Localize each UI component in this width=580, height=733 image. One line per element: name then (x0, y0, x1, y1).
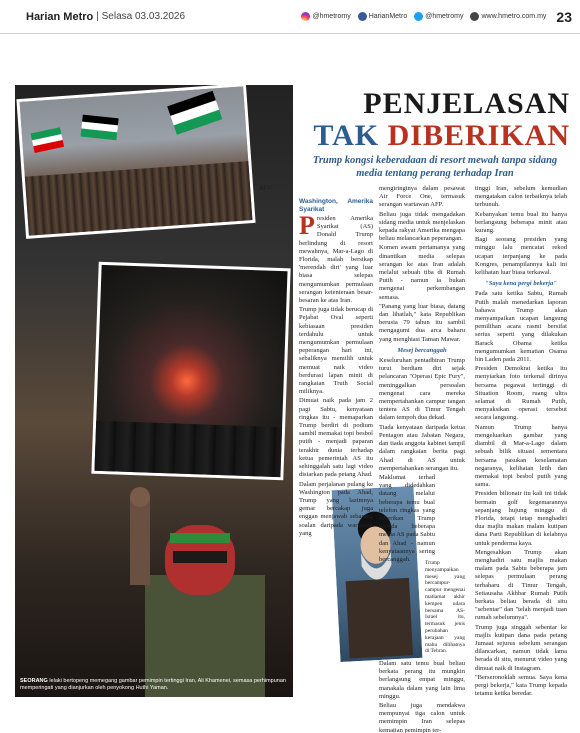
paragraph: Dalam perjalanan pulang ke Washington pada Ahad, Trump yang lazimnya gemar bercakap juga enggan menjawab sebarang soalan daripada wartawan yang (299, 480, 373, 537)
headline-deck: Trump kongsi keberadaan di resort mewah tanpa sidang media tentang perang terhadap Iran (312, 155, 558, 179)
caption-lead: SEORANG (20, 678, 48, 684)
headline-line2 (300, 120, 570, 152)
paragraph: Dimuat naik pada jam 2 pagi Sabtu, kenyataan ringkas itu - memaparkan Trump berdiri di podium sambil memakai topi besbol putih - menjadi paparan terakhir dunia terhadap ketua pemerintah AS itu sehinggalah satu lagi video disiarkan pada petang Ahad. (299, 397, 373, 479)
page-header (0, 0, 580, 34)
dropcap: P (299, 211, 315, 240)
flag-graphic (81, 115, 119, 141)
article-column-1 (299, 198, 373, 539)
paragraph: Presiden Amerika Syarikat (AS) Donald Trump berlindung di resort mewahnya, Mar-a-Lago di Florida, malah bersikap 'merendah diri' yang luar biasa selepas mengumumkan permulaan serangan ketenteraan besar-besaran ke atas Iran. (299, 211, 373, 305)
paragraph: Pada satu ketika Sabtu, Rumah Putih malah menedarkan laporan bahawa Trump akan menyampaikan ucapan langsung pemilihan acara rasmi bersifat serius seperti yang dilakukan Barack Obama ketika mengumumkan kematian Osama bin Laden pada 2011. (475, 290, 567, 364)
paragraph: Komen awam pertamanya yang dinantikan media selepas serangan ke atas Iran adalah melalui sebuah tiba di Rumah Putih - namun ia bukan mengenai perkembangan semasa. (379, 244, 465, 301)
article-column-2-continued (425, 560, 465, 656)
subheading: "Saya kena pergi bekerja" (485, 280, 557, 288)
paragraph: Bagi seorang presiden yang minggu lalu mencatat rekod ucapan terpanjang ke pada Kongres, penampilannya kali ini kelihatan luar biasa terkawal. (475, 236, 567, 277)
paragraph: Namun Trump hanya mengeluarkan gambar yang diambil di Mar-a-Lago dalam sebuah bilik situasi sementara bersama pasukan keselamatan negaranya, kelihatan letih dan memakai topi besbol putih yang sama. (475, 423, 567, 489)
paragraph: Beliau juga tidak mengadakan sidang media untuk menjelaskan kepada rakyat Amerika mengapa beliau melancarkan peperangan. (379, 210, 465, 243)
masked-man-figure (125, 485, 275, 697)
page-number: 23 (556, 8, 572, 25)
social-facebook[interactable]: HarianMetro (358, 12, 408, 21)
issue-date: | Selasa 03.03.2026 (96, 11, 186, 22)
paragraph: Tiada kenyataan daripada ketua Pentagon atau Jabatan Negara, dan tiada anggota kabinet tampil dalam rangkaian berita pagi Ahad di AS untuk mempertahankan serangan itu. (379, 423, 465, 472)
social-website[interactable]: www.hmetro.com.my (470, 12, 546, 21)
headline-word-diberikan: DIBERIKAN (387, 119, 570, 152)
paragraph: Trump juga tidak berucap di Pejabat Oval seperti kebiasaan presiden terdahulu untuk mengumumkan permulaan peperangan hari ini, sebaliknya memilih untuk memuat naik video berdurasi lapan minit di rangkaian Truth Social miliknya. (299, 306, 373, 396)
headline-line1: PENJELASAN (363, 87, 570, 120)
headline-word-tak: TAK (313, 119, 380, 152)
paragraph: Presiden bilionair itu kali ini tidak bermain golf kegemarannya sepanjang hujung minggu di Florida, tetapi tetap menghadiri dua majlis makan malam kutipan dana Parti Republikan di kelabnya untuk penderma kaya. (475, 490, 567, 547)
facebook-icon (358, 12, 367, 21)
caption-text: lelaki bertopeng memegang gambar pemimpin tertinggi Iran, Ali Khamenei, semasa perhimpunan memperingati yang dianjurkan oleh penyokong Huthi Yaman. (20, 678, 286, 691)
paragraph: Trump menyampaikan mesej yang bercampur-campur mengenai matlamat akhir kempen udara bersama AS-Israel itu, termasuk jenis perubahan kerajaan yang mahu dilihatnya di Tehran. (425, 560, 465, 655)
article-column-2 (379, 185, 465, 565)
globe-icon (470, 12, 479, 21)
headline (300, 88, 570, 152)
social-instagram[interactable]: @hmetromy (301, 12, 350, 21)
publication-name: Harian Metro (26, 10, 94, 23)
paragraph: tinggi Iran, sebelum kemudian mengatakan calon terbaiknya telah terbunuh. (475, 185, 567, 209)
paragraph: Presiden Demokrat ketika itu menyiarkan foto terkenal dirinya bersama pegawai tertinggi di Situation Room, ruang ultra selamat di Rumah Putih, menyaksikan operasi tersebut secara langsung. (475, 365, 567, 422)
social-twitter[interactable]: @hmetromy (414, 12, 463, 21)
paragraph: Trump juga singgah sebentar ke majlis kutipan dana pada petang Jumaat sejurus sebelum serangan dilancarkan, namun tidak lama berada di situ, menurut video yang dimuat naik di Instagram. (475, 623, 567, 672)
paragraph: Keseluruhan pentadbiran Trump turut berdiam diri sejak pelancaran "Operasi Epic Fury", meninggalkan persoalan mengenai cara mereka mempertahankan campur tangan tentera AS di Timur Tengah dalam tempoh dua dekad. (379, 357, 465, 422)
explosion-photo (91, 262, 290, 481)
article-column-3 (475, 185, 567, 699)
photo-caption (20, 678, 290, 692)
paragraph: "Berseronoklah semua. Saya kena pergi bekerja," kata Trump kepada tetamu ketika beredar. (475, 673, 567, 698)
social-links (301, 12, 546, 21)
flag-graphic (167, 91, 222, 135)
paragraph: Maklumat terhad yang didedahkan datang melalui beberapa temu bual telefon ringkas yang diberikan Trump kepada beberapa media AS pada Sabtu dan Ahad - namun kenyataannya sering bercanggah. (379, 473, 435, 563)
paragraph: Kebanyakan temu bual itu hanya berlangsung beberapa minit atau kurang. (475, 210, 567, 235)
instagram-icon (301, 12, 310, 21)
article-column-2-tail (379, 660, 465, 733)
agency-credit: AFP (259, 185, 272, 192)
paragraph: Dalam satu temu bual beliau berkata perang itu mungkin berlangsung empat minggu, manakala dalam yang lain lima minggu. (379, 660, 465, 700)
subheading: Mesej bercanggah (397, 346, 447, 354)
paragraph: Beliau juga mendakwa mempunyai tiga calon untuk memimpin Iran selepas kematian pemimpin ter- (379, 702, 465, 733)
flag-graphic (31, 127, 65, 153)
twitter-icon (414, 12, 423, 21)
paragraph: Mengesahkan Trump akan menghadiri satu majlis makan malam pada Sabtu beberapa jam selepas permulaan perang terbaharu di Timur Tengah, Setiausaha Akhbar Rumah Putih berkata beliau berada di situ "sebentar" dan "telah menjadi tuan rumah sebelumnya". (475, 548, 567, 622)
crowd-photo (16, 85, 255, 239)
photo-collage (15, 85, 293, 697)
paragraph: "Panang yang luar biasa, datang dan lihatlah," kata Republikan berusia 79 tahun itu sambil mengagumi dua arca baharu yang menghiasi Taman Mawar. (379, 302, 465, 343)
paragraph: mengiringinya dalam pesawat Air Force One, termasuk serangan wartawan AFP. (379, 185, 465, 209)
byline: Washington, Amerika Syarikat (299, 198, 373, 213)
